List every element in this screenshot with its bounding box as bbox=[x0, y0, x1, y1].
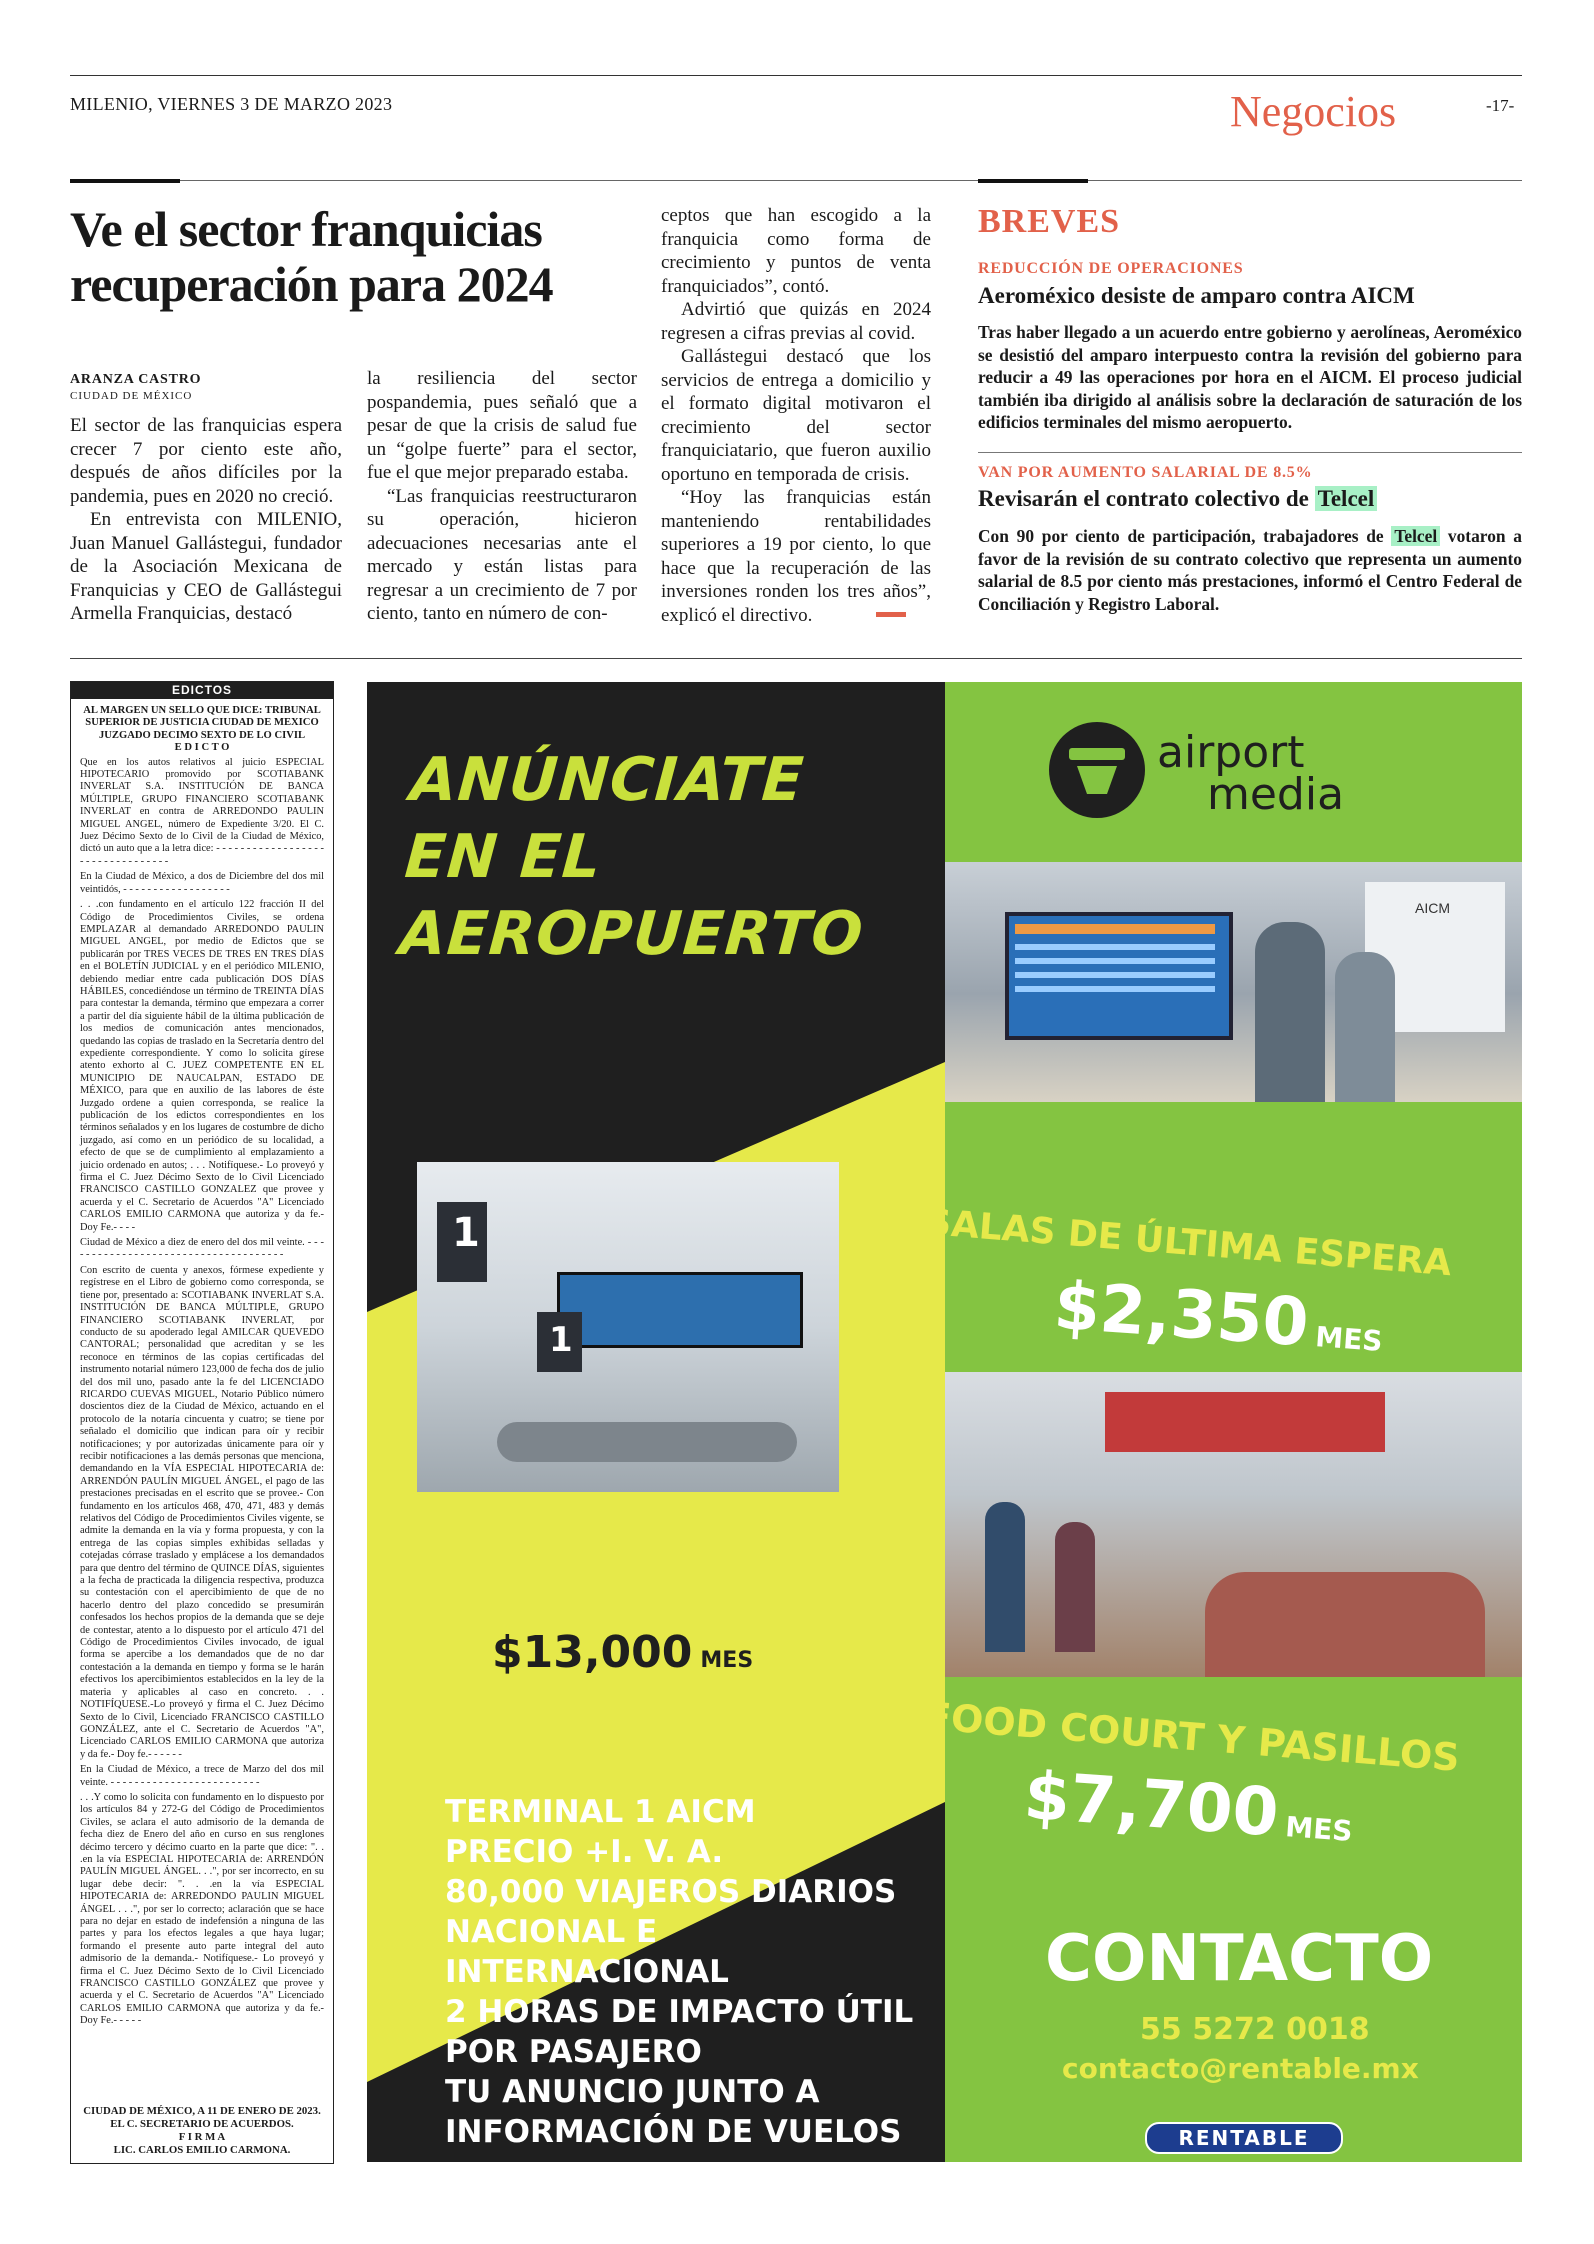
header-rule-tab bbox=[70, 179, 180, 183]
edictos-title: EDICTOS bbox=[71, 682, 333, 699]
photo-waiting-lounge bbox=[945, 1372, 1522, 1677]
breve-1-kicker: REDUCCIÓN DE OPERACIONES bbox=[978, 260, 1244, 277]
breves-title: BREVES bbox=[978, 203, 1121, 240]
photo-terminal-screens bbox=[945, 862, 1522, 1102]
food-price: $7,700 MES bbox=[1021, 1757, 1354, 1852]
airport-media-logo bbox=[1047, 720, 1507, 830]
terminal-price: $13,000 MES bbox=[492, 1627, 754, 1678]
edicto-paragraph: Con escrito de cuenta y anexos, fórmese expediente y regístrese en el Libro de gobierno como corresponda, se tiene por, presentado a: SCOTIABANK INVERLAT S.A. INSTITUCIÓN DE BANCA MÚLTIPLE, GRUPO FINANCIERO SCOTIABANK INVERLAT, por conducto de su apoderado legal AMILCAR QUEVEDO CANTORAL; personalidad que acreditan y se les reconoce en términos de las copias certificadas del instrumento notarial número 123,000 de fecha dos de julio del dos mil uno, pasado ante la fe del LICENCIADO RICARDO CUEVAS MIGUEL, Notario Público número doscientos diez de la Ciudad de México, actuando en el protocolo de la notaría cincuenta y cuatro; se tiene por señalado el domicilio que indican para oír y recibir notificaciones; y por autorizadas únicamente para oír y recibir notificaciones a las demás personas que menciona, demandando en la VÍA ESPECIAL HIPOTECARIA de: ARRENDÓN PAULÍN MIGUEL ÁNGEL, el pago de las prestaciones precisadas en el escrito que se provee.- Con fundamento en los artículos 468, 470, 471, 483 y demás relativos del Código de Procedimientos Civiles vigente, se admite la demanda en la vía y forma propuesta, y con la entrega de las copias simples exhibidas selladas y cotejadas córrase traslado y emplácese a los demandados para que dentro del término de QUINCE DÍAS, siguientes a la fecha de practicada la diligencia respectiva, produzca su contestación con el apercibimiento de que de no hacerlo dentro del plazo concedido se presumirán confesados los hechos propios de la demanda que se deje de contestar, atento a lo dispuesto por el artículo 471 del Código de Procedimientos Civiles invocado, de igual forma se apercibe a los demandados que de no dar contestación a la demanda en tiempo y forma se le harán efectivos los apercibimientos establecidos en la ley de la materia y aplicables al caso en concreto. . . NOTIFÍQUESE.-Lo proveyó y firma el C. Juez Décimo Sexto de lo Civil, Licenciado FRANCISCO CASTILLO GONZÁLEZ, ante el C. Secretario de Acuerdos "A", Licenciado CARLOS EMILIO CARMONA que autoriza y da fe.- Doy fe.- - - - - - bbox=[80, 1264, 324, 1760]
article-col-3: ceptos que han escogido a la franquicia como forma de crecimiento y puntos de venta franquiciados”, contó. Advirtió que quizás en 2024 regresen a cifras previas al covid. Gallástegui destacó que los servicios de entrega a domicilio y el formato digital motivaron el crecimiento del sector franquiciatario, que fueron auxilio oportuno en temporada de crisis. “Hoy las franquicias están manteniendo rentabilidades superiores a 19 por ciento, lo que hace que la recuperación de las inversiones ronden los tres años”, explicó el directivo. bbox=[661, 205, 931, 626]
shop-sign bbox=[1105, 1392, 1385, 1452]
aicm-sign: AICM bbox=[1415, 900, 1450, 916]
traveler-silhouette bbox=[1255, 922, 1325, 1102]
contact-title: CONTACTO bbox=[1045, 1922, 1434, 1996]
airport-ad bbox=[367, 682, 1522, 2162]
feature-item: 2 HORAS DE IMPACTO ÚTIL bbox=[405, 1992, 925, 2032]
byline-location: CIUDAD DE MÉXICO bbox=[70, 390, 193, 402]
logo-text: airport media bbox=[1157, 727, 1345, 820]
feature-item: INFORMACIÓN DE VUELOS bbox=[445, 2114, 902, 2150]
breve-2-body: Con 90 por ciento de participación, trabajadores de Telcel votaron a favor de la revisión de su contrato colectivo que representa un aumento salarial de 8.5 por ciento más prestaciones, informó el Centro Federal de Conciliación y Registro Laboral. bbox=[978, 526, 1522, 614]
ad-headline: ANÚNCIATE EN EL AEROPUERTO bbox=[397, 745, 866, 969]
feature-item: TU ANUNCIO JUNTO A bbox=[445, 2074, 820, 2110]
terminal-sign-2: 1 bbox=[549, 1320, 573, 1360]
breves-rule-tab bbox=[978, 179, 1088, 183]
edicto-paragraph: . . .Y como lo solicita con fundamento en lo dispuesto por los artículos 84 y 272-G del Código de Procedimientos Civiles, se aclara el auto admisorio de la demanda de fecha diez de Enero del año en curso en sus renglones décimo tercero y décimo cuarto en la parte que dice: ". . .en la vía ESPECIAL HIPOTECARIA de: ARRENDÓN PAULÍN MIGUEL ÁNGEL. . .", por ser incorrecto, en su lugar debe decir: ". . .en la vía ESPECIAL HIPOTECARIA de: ARREDONDO PAULIN MIGUEL ÁNGEL . . .", por ser lo correcto; aclaración que se hace para no dejar en estado de indefensión a ninguna de las partes y para los efectos legales a que haya lugar; formando el presente auto parte integral del auto admisorio de la demanda.- Notifíquese.- Lo proveyó y firma el C. Juez Décimo Sexto de lo Civil Licenciado FRANCISCO CASTILLO GONZÁLEZ que provee y acuerda y el C. Secretario de Acuerdos "A" Licenciado CARLOS EMILIO CARMONA que autoriza y da fe.- Doy Fe.- - - - - bbox=[80, 1791, 324, 2027]
article-col-2: la resiliencia del sector pospandemia, pues señaló que a pesar de que la crisis de salud fue un “golpe fuerte” para el sector, fue el que mejor preparado estaba. “Las franquicias reestructuraron su operación, hicieron adecuaciones necesarias ante el mercado y están listas para regresar a un crecimiento de 7 por ciento, tanto en número de con- bbox=[367, 368, 637, 624]
feature-item: 80,000 VIAJEROS DIARIOS bbox=[405, 1872, 925, 1912]
feature-item: TERMINAL 1 AICM bbox=[405, 1792, 925, 1832]
airport-media-logo-icon bbox=[1047, 720, 1147, 820]
ad-features-list bbox=[405, 1792, 925, 2152]
page-number: -17- bbox=[1486, 96, 1515, 115]
header-rule bbox=[70, 180, 1522, 181]
dateline: MILENIO, VIERNES 3 DE MARZO 2023 bbox=[70, 94, 393, 114]
rentable-logo: RENTABLE bbox=[1145, 2122, 1343, 2154]
baggage-carousel bbox=[497, 1422, 797, 1462]
breve-1-headline: Aeroméxico desiste de amparo contra AICM bbox=[978, 283, 1415, 308]
edicto-paragraph: Que en los autos relativos al juicio ESPECIAL HIPOTECARIO promovido por SCOTIABANK INVERLAT S.A. INSTITUCIÓN DE BANCA MÚLTIPLE, GRUPO FINANCIERO SCOTIABANK INVERLAT en contra de ARREDONDO PAULIN MIGUEL ANGEL, número de Expediente 3/20. El C. Juez Décimo Sexto de lo Civil de la Ciudad de México, dictó un auto que a la letra dice: - - - - - - - - - - - - - - - - - - - - - - - - - - - - - - - - - bbox=[80, 756, 324, 867]
top-rule bbox=[70, 75, 1522, 76]
photo-terminal-1 bbox=[417, 1162, 839, 1492]
breve-2-headline: Revisarán el contrato colectivo de Telcel bbox=[978, 486, 1377, 512]
highlight-telcel-body: Telcel bbox=[1391, 526, 1440, 546]
terminal-sign: 1 bbox=[452, 1210, 480, 1256]
feature-item: NACIONAL E INTERNACIONAL bbox=[405, 1912, 925, 1992]
breves-divider bbox=[978, 452, 1522, 453]
edicto-title: E D I C T O bbox=[174, 742, 230, 754]
breve-1-body: Tras haber llegado a un acuerdo entre gobierno y aerolíneas, Aeroméxico se desistió del amparo interpuesto contra la revisión del gobierno para reducir a 49 las operaciones por hora en el AICM. El proceso judicial también iba dirigido al análisis sobre la declaración de saturación de los edificios terminales del mismo aeropuerto. bbox=[978, 322, 1522, 432]
edicto-header: AL MARGEN UN SELLO QUE DICE: TRIBUNAL SUPERIOR DE JUSTICIA CIUDAD DE MEXICO JUZGADO DECIMO SEXTO DE LO CIVIL bbox=[83, 705, 321, 741]
edicto-paragraph: En la Ciudad de México, a trece de Marzo del dos mil veinte. - - - - - - - - - - - - - - - - - - - - - - - - - bbox=[80, 1764, 324, 1788]
edictos-box bbox=[70, 681, 334, 2164]
contact-phone[interactable]: 55 5272 0018 bbox=[1140, 2012, 1370, 2047]
edicto-paragraph: Ciudad de México a diez de enero del dos mil veinte. - - - - - - - - - - - - - - - - - - - - - - - - - - - - - - - - - - - - - bbox=[80, 1237, 324, 1261]
feature-item: PRECIO +I. V. A. bbox=[405, 1832, 925, 1872]
section-title: Negocios bbox=[1230, 87, 1397, 136]
edicto-paragraph: . . .con fundamento en el artículo 122 fracción II del Código de Procedimientos Civiles, se ordena EMPLAZAR al demandado ARREDONDO PAULIN MIGUEL ANGEL, por medio de Edictos que se publicarán por TRES VECES DE TRES EN TRES DÍAS en el BOLETÍN JUDICIAL y en el periódico MILENIO, debiendo mediar entre cada publicación DOS DÍAS HÁBILES, concediéndose un término de TREINTA DÍAS para contestar la demanda, término que empezara a correr a partir del día siguiente hábil de la última publicación de los medios de comunicación antes mencionados, quedando las copias de traslado en la Secretaría dentro del expediente correspondiente. Y como lo solicita gírese atento exhorto al C. JUEZ COMPETENTE EN EL MUNICIPIO DE NAUCALPAN, ESTADO DE MÉXICO, para que en auxilio de las labores de éste Juzgado ordene a quien corresponda, se realice la publicación de los edictos correspondientes en los términos señalados y en los lugares de costumbre de dicho juzgado, así como en un periódico de su localidad, a efecto de que se de cumplimiento al emplazamiento a juicio ordenado en autos; . . . Notifíquese.- Lo proveyó y firma el C. Juez Décimo Sexto de lo Civil Licenciado FRANCISCO CASTILLO GONZALEZ que provee y acuerda y el C. Secretario de Acuerdos "A" Licenciado CARLOS EMILIO CARMONA que autoriza y da fe.- Doy Fe.- - - - bbox=[80, 899, 324, 1233]
edicto-paragraph: En la Ciudad de México, a dos de Diciembre del dos mil veintidós, - - - - - - - - - - - - - - - - - - bbox=[80, 871, 324, 895]
highlight-telcel: Telcel bbox=[1315, 486, 1378, 511]
breve-2-kicker: VAN POR AUMENTO SALARIAL DE 8.5% bbox=[978, 464, 1313, 481]
contact-email[interactable]: contacto@rentable.mx bbox=[1062, 2052, 1419, 2085]
article-col-1: El sector de las franquicias espera crecer 7 por ciento este año, después de años difíciles por la pandemia, pues en 2020 no creció. En entrevista con MILENIO, Juan Manuel Gallástegui, fundador de la Asociación Mexicana de Franquicias y CEO de Gallástegui Armella Franquicias, destacó bbox=[70, 415, 342, 624]
seated-travelers bbox=[1205, 1572, 1485, 1677]
food-label: FOOD COURT Y PASILLOS bbox=[923, 1694, 1462, 1780]
section-rule bbox=[70, 658, 1522, 659]
salas-price: $2,350 MES bbox=[1051, 1267, 1384, 1362]
feature-item: POR PASAJERO bbox=[445, 2034, 702, 2070]
article-headline: Ve el sector franquicias recuperación para 2024 bbox=[70, 201, 553, 312]
end-mark bbox=[876, 612, 906, 617]
edicto-footer: CIUDAD DE MÉXICO, A 11 DE ENERO DE 2023. EL C. SECRETARIO DE ACUERDOS. F I R M A LIC. CARLOS EMILIO CARMONA. bbox=[71, 2101, 333, 2157]
ad-screen bbox=[557, 1272, 803, 1348]
salas-label: SALAS DE ÚLTIMA ESPERA bbox=[923, 1202, 1453, 1285]
byline: ARANZA CASTRO bbox=[70, 372, 202, 387]
